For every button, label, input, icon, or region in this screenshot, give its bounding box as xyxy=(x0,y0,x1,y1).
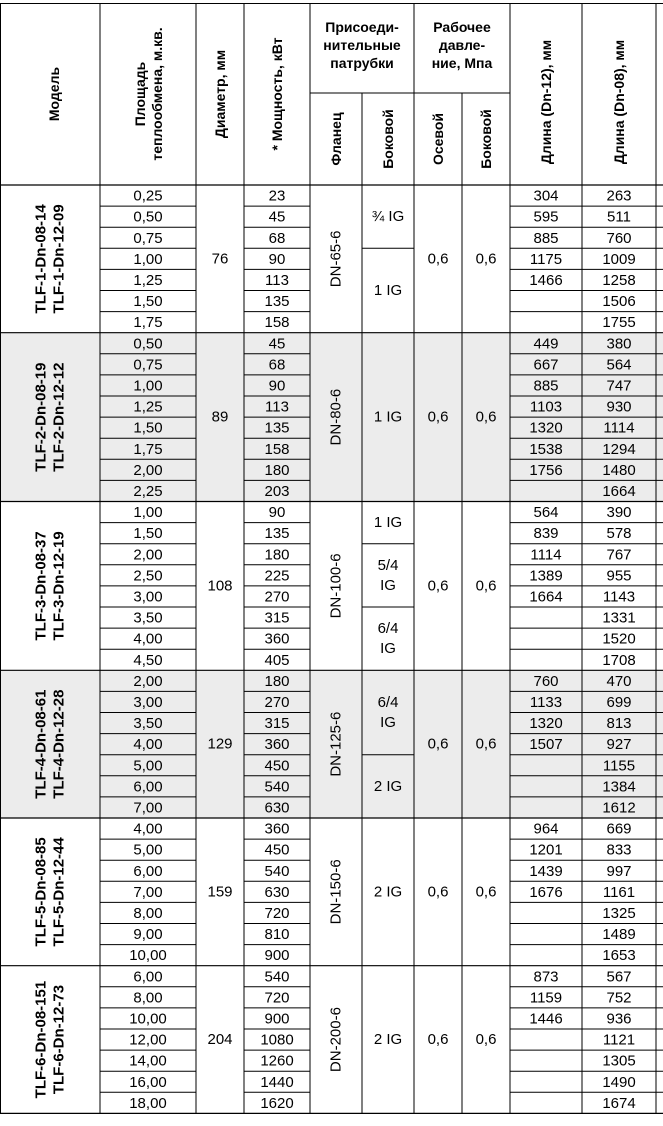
power-value: 360 xyxy=(264,736,290,754)
length-dn12-value: 304 xyxy=(533,187,559,205)
flange-value: DN-80-6 xyxy=(327,388,345,446)
area-value: 1,25 xyxy=(133,398,163,416)
length-dn08-value: 1384 xyxy=(602,778,636,796)
header-pressure: давле- xyxy=(438,37,486,53)
power-value: 810 xyxy=(264,926,290,944)
power-value: 1080 xyxy=(260,1031,294,1049)
power-value: 270 xyxy=(264,693,290,711)
power-value: 630 xyxy=(264,799,290,817)
length-dn08-value: 1325 xyxy=(602,904,636,922)
length-dn12-value: 1320 xyxy=(529,715,563,733)
length-dn12-value: 1103 xyxy=(529,398,563,416)
length-dn12-value: 885 xyxy=(533,377,559,395)
length-dn08-value: 1653 xyxy=(602,947,636,965)
length-dn08-value: 567 xyxy=(606,968,632,986)
side-connection-value: 1 IG xyxy=(373,408,403,426)
model-name: TLF-2-Dn-08-19 xyxy=(32,362,50,472)
header-connections: патрубки xyxy=(330,55,394,71)
area-value: 10,00 xyxy=(129,1010,167,1028)
power-value: 405 xyxy=(264,651,290,669)
header-length-dn12: Длина (Dn-12), мм xyxy=(538,39,554,165)
power-value: 68 xyxy=(268,356,286,374)
length-dn08-value: 997 xyxy=(606,862,632,880)
power-value: 540 xyxy=(264,968,290,986)
side-pressure-value: 0,6 xyxy=(475,883,497,901)
area-value: 0,50 xyxy=(133,335,163,353)
area-value: 6,00 xyxy=(133,778,163,796)
length-dn12-value: 564 xyxy=(533,504,559,522)
model-name: TLF-1-Dn-08-14 xyxy=(32,204,50,314)
length-dn08-value: 1755 xyxy=(602,314,636,332)
axial-pressure-value: 0,6 xyxy=(427,408,449,426)
length-dn08-value: 1294 xyxy=(602,440,636,458)
area-value: 1,50 xyxy=(133,525,163,543)
power-value: 225 xyxy=(264,567,290,585)
header-flange: Фланец xyxy=(328,112,344,166)
length-dn08-value: 1121 xyxy=(602,1031,636,1049)
side-connection-value: IG xyxy=(380,576,396,594)
area-value: 8,00 xyxy=(133,904,163,922)
length-dn12-value: 964 xyxy=(533,820,559,838)
length-dn08-value: 390 xyxy=(606,504,632,522)
power-value: 1260 xyxy=(260,1052,294,1070)
length-dn08-value: 1143 xyxy=(602,588,636,606)
header-connections: Присоеди- xyxy=(325,19,399,35)
power-value: 315 xyxy=(264,609,290,627)
axial-pressure-value: 0,6 xyxy=(427,883,449,901)
length-dn12-value: 1320 xyxy=(529,419,563,437)
header-side: Боковой xyxy=(380,109,396,169)
power-value: 90 xyxy=(268,250,286,268)
length-dn12-value: 449 xyxy=(533,335,559,353)
model-name: TLF-4-Dn-12-28 xyxy=(50,689,68,799)
length-dn08-value: 1155 xyxy=(602,757,636,775)
power-value: 90 xyxy=(268,377,286,395)
header-pressure: Рабочее xyxy=(433,19,491,35)
axial-pressure-value: 0,6 xyxy=(427,577,449,595)
power-value: 540 xyxy=(264,862,290,880)
length-dn08-value: 380 xyxy=(606,335,632,353)
length-dn08-value: 936 xyxy=(606,1010,632,1028)
area-value: 4,50 xyxy=(133,651,163,669)
diameter-value: 129 xyxy=(207,735,233,753)
area-value: 2,25 xyxy=(133,482,163,500)
power-value: 630 xyxy=(264,883,290,901)
length-dn08-value: 1489 xyxy=(602,926,636,944)
length-dn08-value: 564 xyxy=(606,356,632,374)
specs-table xyxy=(0,3,663,1118)
header-model: Модель xyxy=(46,66,62,122)
axial-pressure-value: 0,6 xyxy=(427,735,449,753)
model-name: TLF-5-Dn-12-44 xyxy=(50,837,68,947)
side-pressure-value: 0,6 xyxy=(475,250,497,268)
length-dn12-value: 667 xyxy=(533,356,559,374)
area-value: 4,00 xyxy=(133,630,163,648)
length-dn12-value: 1676 xyxy=(529,883,563,901)
power-value: 900 xyxy=(264,947,290,965)
length-dn08-value: 263 xyxy=(606,187,632,205)
length-dn08-value: 813 xyxy=(606,715,632,733)
length-dn12-value: 839 xyxy=(533,525,559,543)
length-dn12-value: 1664 xyxy=(529,588,563,606)
length-dn08-value: 767 xyxy=(606,546,632,564)
area-value: 5,00 xyxy=(133,757,163,775)
power-value: 450 xyxy=(264,841,290,859)
header-pressure: ние, Мпа xyxy=(431,55,493,71)
power-value: 180 xyxy=(264,672,290,690)
area-value: 2,00 xyxy=(133,546,163,564)
area-value: 1,75 xyxy=(133,440,163,458)
area-value: 16,00 xyxy=(129,1073,167,1091)
length-dn08-value: 1009 xyxy=(602,250,636,268)
area-value: 6,00 xyxy=(133,862,163,880)
length-dn12-value: 595 xyxy=(533,208,559,226)
side-connection-value: 6/4 xyxy=(377,694,399,711)
model-name: TLF-3-Dn-12-19 xyxy=(50,531,68,641)
header-side-pressure: Боковой xyxy=(478,109,494,169)
area-value: 12,00 xyxy=(129,1031,167,1049)
power-value: 720 xyxy=(264,904,290,922)
power-value: 45 xyxy=(268,208,286,226)
length-dn08-value: 747 xyxy=(606,377,632,395)
length-dn08-value: 752 xyxy=(606,989,632,1007)
length-dn08-value: 1490 xyxy=(602,1073,636,1091)
area-value: 1,75 xyxy=(133,314,163,332)
power-value: 23 xyxy=(268,187,286,205)
power-value: 203 xyxy=(264,482,290,500)
length-dn12-value: 1446 xyxy=(529,1010,563,1028)
side-connection-value: 5/4 xyxy=(377,556,399,574)
area-value: 2,00 xyxy=(133,672,163,690)
model-name: TLF-2-Dn-12-12 xyxy=(50,362,68,472)
area-value: 1,50 xyxy=(133,293,163,311)
length-dn08-value: 1674 xyxy=(602,1094,636,1112)
power-value: 90 xyxy=(268,504,286,522)
header-power: * Мощность, кВт xyxy=(269,37,285,151)
length-dn12-value: 885 xyxy=(533,229,559,247)
area-value: 10,00 xyxy=(129,947,167,965)
side-pressure-value: 0,6 xyxy=(475,1031,497,1049)
power-value: 450 xyxy=(264,757,290,775)
area-value: 0,75 xyxy=(133,229,163,247)
power-value: 135 xyxy=(264,293,290,311)
side-connection-value: 2 IG xyxy=(373,1031,403,1049)
specs-table-grid xyxy=(0,3,663,1118)
power-value: 113 xyxy=(265,271,289,289)
flange-value: DN-200-6 xyxy=(327,1007,345,1073)
area-value: 5,00 xyxy=(133,841,163,859)
diameter-value: 76 xyxy=(211,250,229,268)
model-name: TLF-1-Dn-12-09 xyxy=(50,204,68,314)
length-dn08-value: 930 xyxy=(606,398,632,416)
length-dn12-value: 760 xyxy=(533,672,559,690)
area-value: 6,00 xyxy=(133,968,163,986)
axial-pressure-value: 0,6 xyxy=(427,250,449,268)
power-value: 135 xyxy=(264,525,290,543)
side-pressure-value: 0,6 xyxy=(475,577,497,595)
length-dn12-value: 1159 xyxy=(529,989,563,1007)
length-dn12-value: 1114 xyxy=(530,546,562,564)
length-dn08-value: 1331 xyxy=(602,609,636,627)
length-dn08-value: 1708 xyxy=(602,651,636,669)
area-value: 0,25 xyxy=(133,187,163,205)
power-value: 135 xyxy=(264,419,290,437)
power-value: 45 xyxy=(268,335,286,353)
model-name: TLF-4-Dn-08-61 xyxy=(32,689,50,799)
length-dn08-value: 1612 xyxy=(602,799,636,817)
area-value: 3,00 xyxy=(133,588,163,606)
area-value: 18,00 xyxy=(129,1094,167,1112)
header-length-dn08: Длина (Dn-08), мм xyxy=(611,39,627,165)
length-dn08-value: 955 xyxy=(606,567,632,585)
length-dn08-value: 511 xyxy=(607,208,631,226)
length-dn08-value: 1506 xyxy=(602,293,636,311)
length-dn12-value: 1439 xyxy=(529,862,563,880)
side-connection-value: 1 IG xyxy=(373,282,403,299)
length-dn08-value: 833 xyxy=(606,841,632,859)
side-connection-value: 1 IG xyxy=(373,514,403,532)
area-value: 4,00 xyxy=(133,820,163,838)
length-dn12-value: 1538 xyxy=(529,440,563,458)
power-value: 180 xyxy=(264,546,290,564)
power-value: 180 xyxy=(264,461,290,479)
flange-value: DN-150-6 xyxy=(327,859,345,925)
diameter-value: 108 xyxy=(207,577,233,595)
header-area-line1: Площадь xyxy=(132,61,148,127)
area-value: 14,00 xyxy=(129,1052,167,1070)
side-pressure-value: 0,6 xyxy=(475,735,497,753)
side-pressure-value: 0,6 xyxy=(475,408,497,426)
length-dn12-value: 1756 xyxy=(529,461,563,479)
area-value: 4,00 xyxy=(133,736,163,754)
length-dn12-value: 1201 xyxy=(529,841,563,859)
axial-pressure-value: 0,6 xyxy=(427,1031,449,1049)
length-dn12-value: 1175 xyxy=(529,250,563,268)
area-value: 0,50 xyxy=(133,208,163,226)
area-value: 3,50 xyxy=(133,609,163,627)
area-value: 3,50 xyxy=(133,715,163,733)
length-dn08-value: 1258 xyxy=(602,271,636,289)
area-value: 3,00 xyxy=(133,693,163,711)
side-connection-value: ¾ IG xyxy=(371,208,405,226)
length-dn08-value: 927 xyxy=(606,736,632,754)
power-value: 113 xyxy=(265,398,289,416)
power-value: 900 xyxy=(264,1010,290,1028)
model-name: TLF-3-Dn-08-37 xyxy=(32,531,50,641)
length-dn08-value: 1161 xyxy=(602,883,636,901)
side-connection-value: 2 IG xyxy=(373,883,403,901)
flange-value: DN-125-6 xyxy=(327,711,345,777)
length-dn12-value: 1466 xyxy=(529,271,563,289)
model-name: TLF-6-Dn-12-73 xyxy=(50,984,68,1095)
power-value: 315 xyxy=(264,715,290,733)
area-value: 1,00 xyxy=(133,250,163,268)
side-connection-value: 2 IG xyxy=(373,777,403,795)
header-connections: нительные xyxy=(323,37,401,53)
power-value: 158 xyxy=(264,314,290,332)
length-dn08-value: 578 xyxy=(606,525,632,543)
power-value: 720 xyxy=(264,989,290,1007)
header-area-line2: теплообмена, м.кв. xyxy=(149,27,165,161)
power-value: 68 xyxy=(268,229,286,247)
power-value: 360 xyxy=(264,630,290,648)
side-connection-value: IG xyxy=(380,640,396,658)
length-dn12-value: 1133 xyxy=(529,693,563,711)
header-diameter: Диаметр, мм xyxy=(212,49,228,139)
diameter-value: 159 xyxy=(207,883,233,901)
length-dn08-value: 760 xyxy=(606,229,632,247)
model-name: TLF-5-Dn-08-85 xyxy=(32,837,50,947)
side-connection-value: 6/4 xyxy=(377,620,399,638)
power-value: 1440 xyxy=(260,1073,294,1091)
diameter-value: 89 xyxy=(211,408,229,426)
power-value: 270 xyxy=(264,588,290,606)
model-name: TLF-6-Dn-08-151 xyxy=(32,980,50,1099)
diameter-value: 204 xyxy=(207,1031,233,1049)
area-value: 0,75 xyxy=(133,356,163,374)
length-dn12-value: 1389 xyxy=(529,567,563,585)
length-dn08-value: 470 xyxy=(606,672,632,690)
header-axial: Осевой xyxy=(430,112,446,166)
power-value: 360 xyxy=(264,820,290,838)
power-value: 540 xyxy=(264,778,290,796)
area-value: 9,00 xyxy=(133,926,163,944)
side-connection-value: IG xyxy=(380,714,396,731)
length-dn08-value: 1520 xyxy=(602,630,636,648)
length-dn08-value: 1664 xyxy=(602,482,636,500)
length-dn08-value: 1114 xyxy=(603,419,635,437)
area-value: 8,00 xyxy=(133,989,163,1007)
area-value: 1,00 xyxy=(133,377,163,395)
area-value: 7,00 xyxy=(133,799,163,817)
flange-value: DN-65-6 xyxy=(327,230,345,288)
area-value: 7,00 xyxy=(133,883,163,901)
length-dn08-value: 1305 xyxy=(602,1052,636,1070)
area-value: 2,50 xyxy=(133,567,163,585)
length-dn08-value: 669 xyxy=(606,820,632,838)
length-dn12-value: 873 xyxy=(533,968,559,986)
area-value: 1,50 xyxy=(133,419,163,437)
area-value: 1,00 xyxy=(133,504,163,522)
area-value: 2,00 xyxy=(133,461,163,479)
power-value: 158 xyxy=(264,440,290,458)
flange-value: DN-100-6 xyxy=(327,553,345,619)
power-value: 1620 xyxy=(260,1094,294,1112)
length-dn12-value: 1507 xyxy=(529,736,563,754)
length-dn08-value: 699 xyxy=(606,693,632,711)
area-value: 1,25 xyxy=(133,271,163,289)
length-dn08-value: 1480 xyxy=(602,461,636,479)
